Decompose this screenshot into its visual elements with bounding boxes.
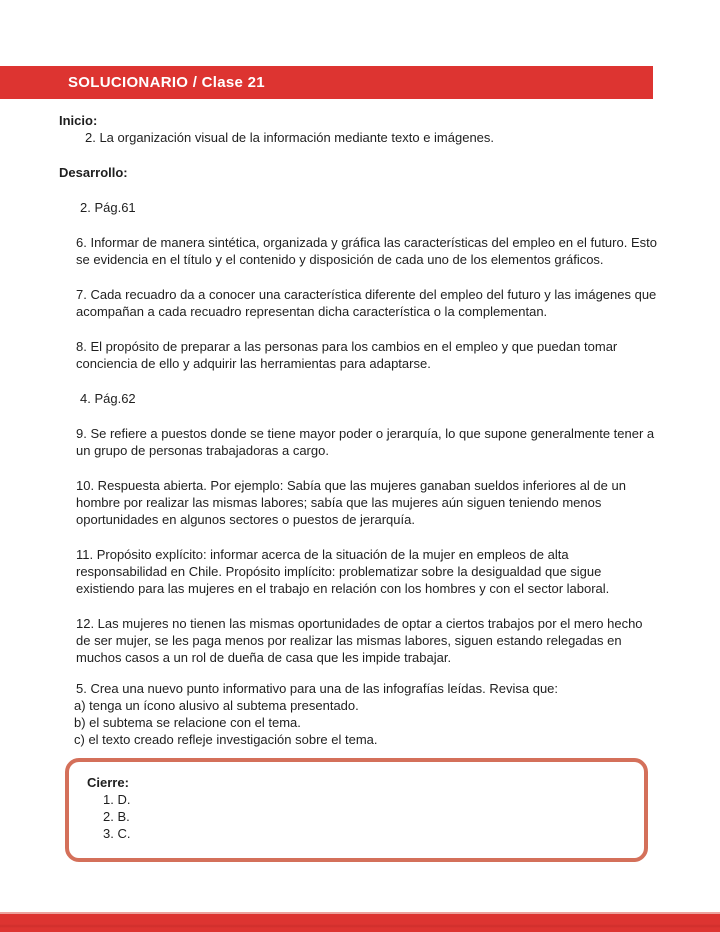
cierre-answer-2: 2. B. — [103, 809, 130, 824]
cierre-box — [65, 758, 648, 862]
activity-5-instruction: 5. Crea una nuevo punto informativo para una de las infografías leídas. Revisa que: — [76, 681, 559, 696]
answer-paragraph-10: 10. Respuesta abierta. Por ejemplo: Sabía que las mujeres ganaban sueldos inferiores al de un hombre por realizar las mismas labores; sabía que las mujeres aún siguen teniendo menos oportunidades en algunos sectores o puestos de jerarquía. — [76, 478, 626, 527]
cierre-answer-1: 1. D. — [103, 792, 131, 807]
page-reference-61: 2. Pág.61 — [80, 200, 136, 215]
header-bar — [0, 66, 653, 99]
section-heading-desarrollo: Desarrollo: — [59, 165, 128, 180]
activity-5-criterion-c: c) el texto creado refleje investigación sobre el tema. — [74, 732, 378, 747]
section-heading-inicio: Inicio: — [59, 113, 98, 128]
answer-paragraph-11: 11. Propósito explícito: informar acerca de la situación de la mujer en empleos de alta responsabilidad en Chile. Propósito implícito: problematizar sobre la desigualdad que sigue existiendo para las mujeres en el trabajo en relación con los hombres y con el sector laboral. — [76, 547, 610, 596]
activity-5-criterion-a: a) tenga un ícono alusivo al subtema presentado. — [74, 698, 359, 713]
cierre-answer-list — [103, 791, 626, 842]
section-heading-cierre: Cierre: — [87, 775, 129, 790]
answer-paragraph-8: 8. El propósito de preparar a las personas para los cambios en el empleo y que puedan tomar conciencia de ello y adquirir las herramientas para adaptarse. — [76, 339, 618, 371]
page-reference-62: 4. Pág.62 — [80, 391, 136, 406]
activity-5-block — [74, 680, 660, 748]
activity-5-criterion-b: b) el subtema se relacione con el tema. — [74, 715, 301, 730]
answer-paragraph-9: 9. Se refiere a puestos donde se tiene mayor poder o jerarquía, lo que supone generalmente tener a un grupo de personas trabajadoras a cargo. — [76, 426, 655, 458]
page-title: SOLUCIONARIO / Clase 21 — [68, 74, 265, 91]
cierre-answer-3: 3. C. — [103, 826, 131, 841]
footer-bar — [0, 912, 720, 932]
answer-paragraph-7: 7. Cada recuadro da a conocer una característica diferente del empleo del futuro y las imágenes que acompañan a cada recuadro representan dicha característica o la complementan. — [76, 287, 657, 319]
answer-paragraph-6: 6. Informar de manera sintética, organizada y gráfica las características del empleo en el futuro. Esto se evidencia en el título y el contenido y disposición de cada uno de los elementos gráficos. — [76, 235, 657, 267]
inicio-answer-item: 2. La organización visual de la información mediante texto e imágenes. — [85, 130, 495, 145]
content-area — [59, 112, 660, 862]
answer-paragraph-12: 12. Las mujeres no tienen las mismas oportunidades de optar a ciertos trabajos por el mero hecho de ser mujer, se les paga menos por realizar las mismas labores, siguen estando relegadas en muchos casos a un rol de dueña de casa que les impide trabajar. — [76, 616, 643, 665]
